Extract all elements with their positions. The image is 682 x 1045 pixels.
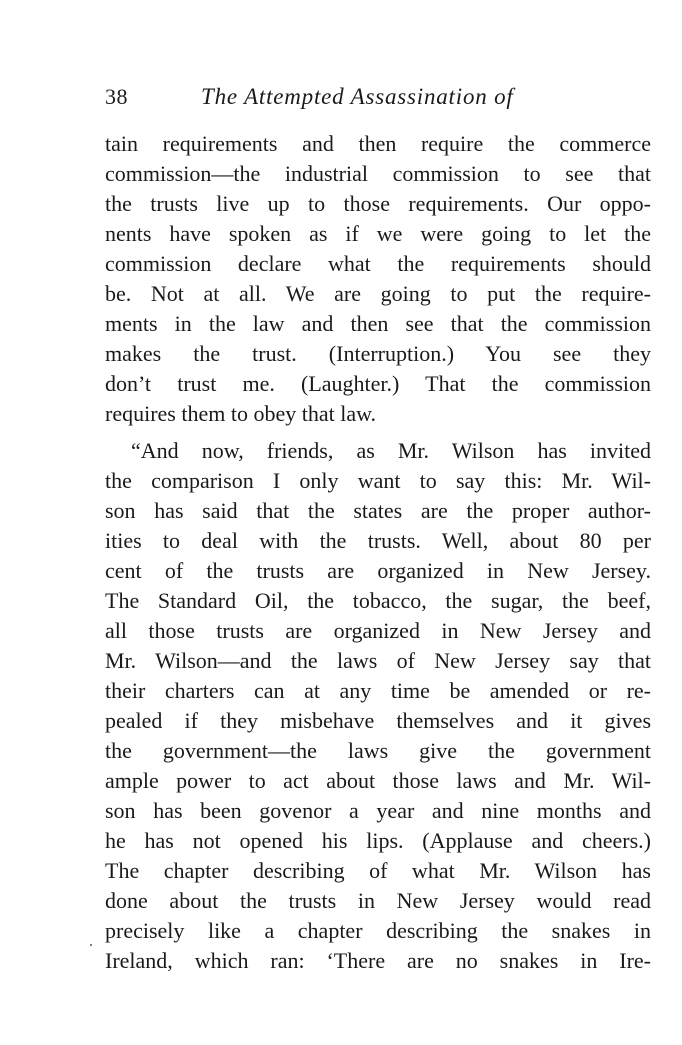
text-line: the trusts live up to those requirements. Our oppo- [105,191,651,216]
running-title: The Attempted Assassination of [201,84,514,109]
print-speck [90,944,92,946]
text-line: be. Not at all. We are going to put the require- [105,281,651,306]
text-line: Ireland, which ran: ‘There are no snakes in Ire- [105,948,651,973]
text-line: he has not opened his lips. (Applause and cheers.) [105,828,651,853]
running-head [105,80,575,114]
text-line: commission declare what the requirements should [105,251,651,276]
text-line: makes the trust. (Interruption.) You see they [105,341,651,366]
paragraph-1 [105,129,651,429]
text-line: cent of the trusts are organized in New Jersey. [105,558,651,583]
text-line: commission—the industrial commission to see that [105,161,651,186]
paragraph-gap [105,429,651,436]
text-line: The chapter describing of what Mr. Wilson has [105,858,651,883]
text-line: the comparison I only want to say this: Mr. Wil- [105,468,651,493]
text-line: nents have spoken as if we were going to let the [105,221,651,246]
body-text [105,129,651,976]
text-line: precisely like a chapter describing the snakes in [105,918,651,943]
text-line: Mr. Wilson—and the laws of New Jersey say that [105,648,651,673]
text-line: The Standard Oil, the tobacco, the sugar, the beef, [105,588,651,613]
text-line: requires them to obey that law. [105,401,377,426]
text-line: pealed if they misbehave themselves and it gives [105,708,651,733]
text-line: ample power to act about those laws and Mr. Wil- [105,768,651,793]
page-number: 38 [105,84,128,109]
text-line: “And now, friends, as Mr. Wilson has invited [131,438,651,463]
text-line: done about the trusts in New Jersey would read [105,888,651,913]
text-line: their charters can at any time be amended or re- [105,678,651,703]
text-line: all those trusts are organized in New Jersey and [105,618,651,643]
text-line: ments in the law and then see that the commission [105,311,651,336]
text-line: don’t trust me. (Laughter.) That the commission [105,371,651,396]
text-line: ities to deal with the trusts. Well, about 80 per [105,528,651,553]
text-line: the government—the laws give the government [105,738,651,763]
text-line: son has been govenor a year and nine months and [105,798,651,823]
paragraph-2 [105,436,651,976]
text-line: son has said that the states are the proper author- [105,498,651,523]
text-line: tain requirements and then require the commerce [105,131,651,156]
